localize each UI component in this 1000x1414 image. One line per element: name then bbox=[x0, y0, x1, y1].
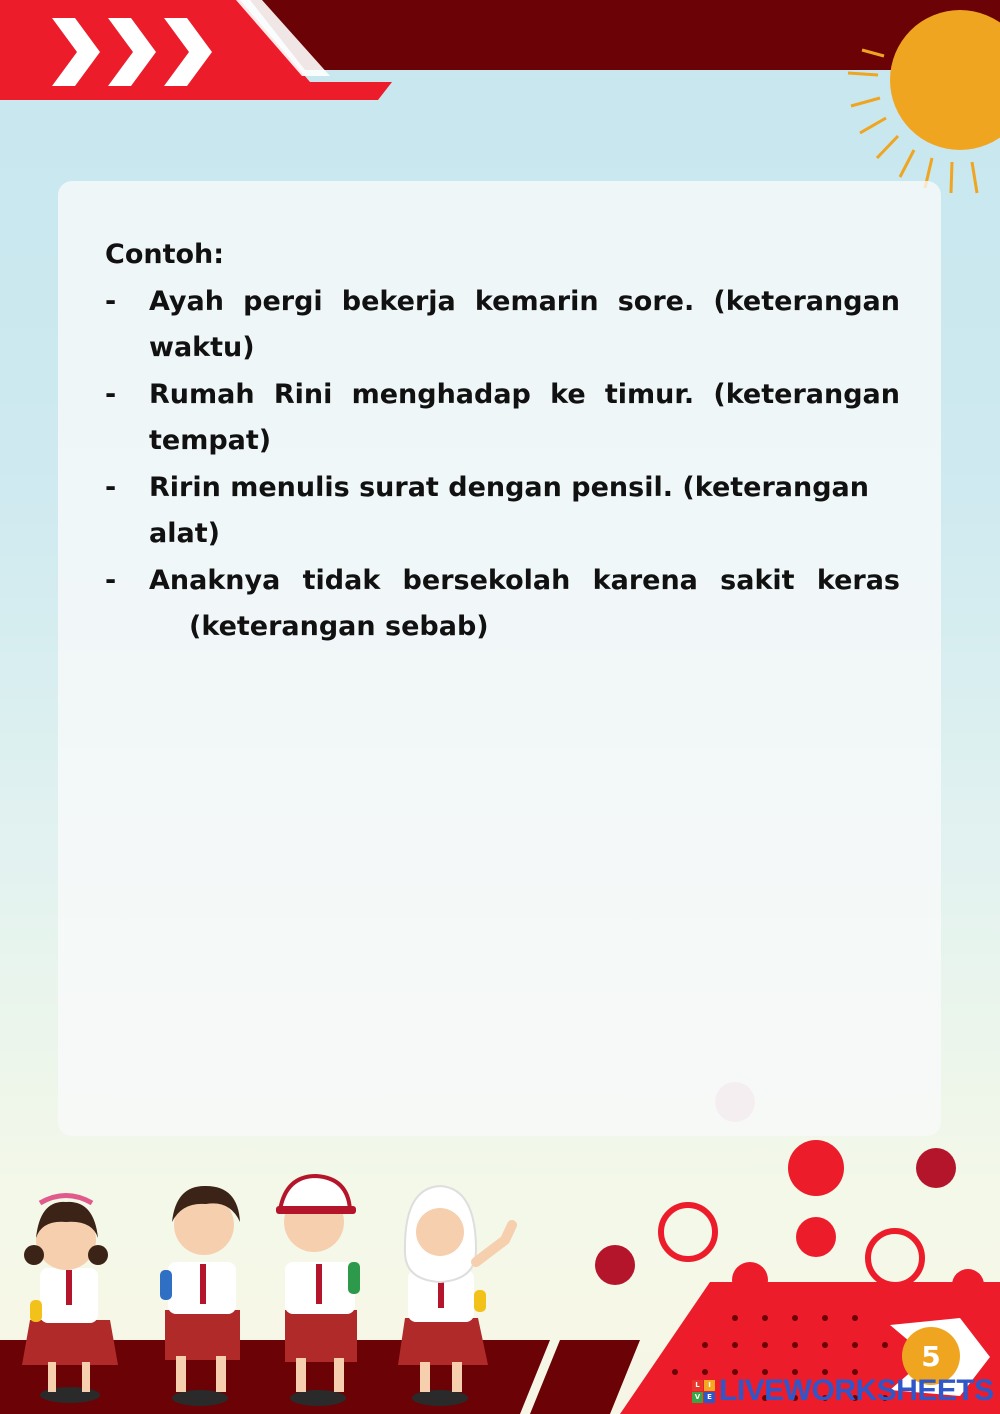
list-item-text: Ayah pergi bekerja kemarin sore. (keterangan waktu) bbox=[149, 285, 900, 363]
list-item bbox=[105, 372, 900, 465]
list-item-text: Rumah Rini menghadap ke timur. (keterangan tempat) bbox=[149, 378, 900, 456]
list-dash: - bbox=[105, 564, 117, 596]
list-dash: - bbox=[105, 471, 117, 503]
liveworksheets-logo-icon: L I V E bbox=[692, 1380, 715, 1403]
list-item-text: Ririn menulis surat dengan pensil. (keterangan alat) bbox=[149, 471, 869, 549]
page-number-badge: 5 bbox=[902, 1327, 960, 1385]
watermark-text: LIVEWORKSHEETS bbox=[719, 1374, 994, 1407]
list-item bbox=[105, 558, 900, 651]
section-heading: Contoh: bbox=[105, 239, 225, 270]
example-section bbox=[105, 232, 900, 651]
list-item bbox=[105, 465, 900, 558]
list-item bbox=[105, 279, 900, 372]
list-item-sub-text: (keterangan sebab) bbox=[189, 611, 489, 642]
list-dash: - bbox=[105, 378, 117, 410]
liveworksheets-watermark bbox=[692, 1374, 994, 1408]
header-band bbox=[250, 0, 1000, 70]
list-item-text bbox=[149, 558, 900, 651]
list-dash: - bbox=[105, 285, 117, 317]
list-item-main-text: Anaknya tidak bersekolah karena sakit keras bbox=[149, 564, 900, 596]
